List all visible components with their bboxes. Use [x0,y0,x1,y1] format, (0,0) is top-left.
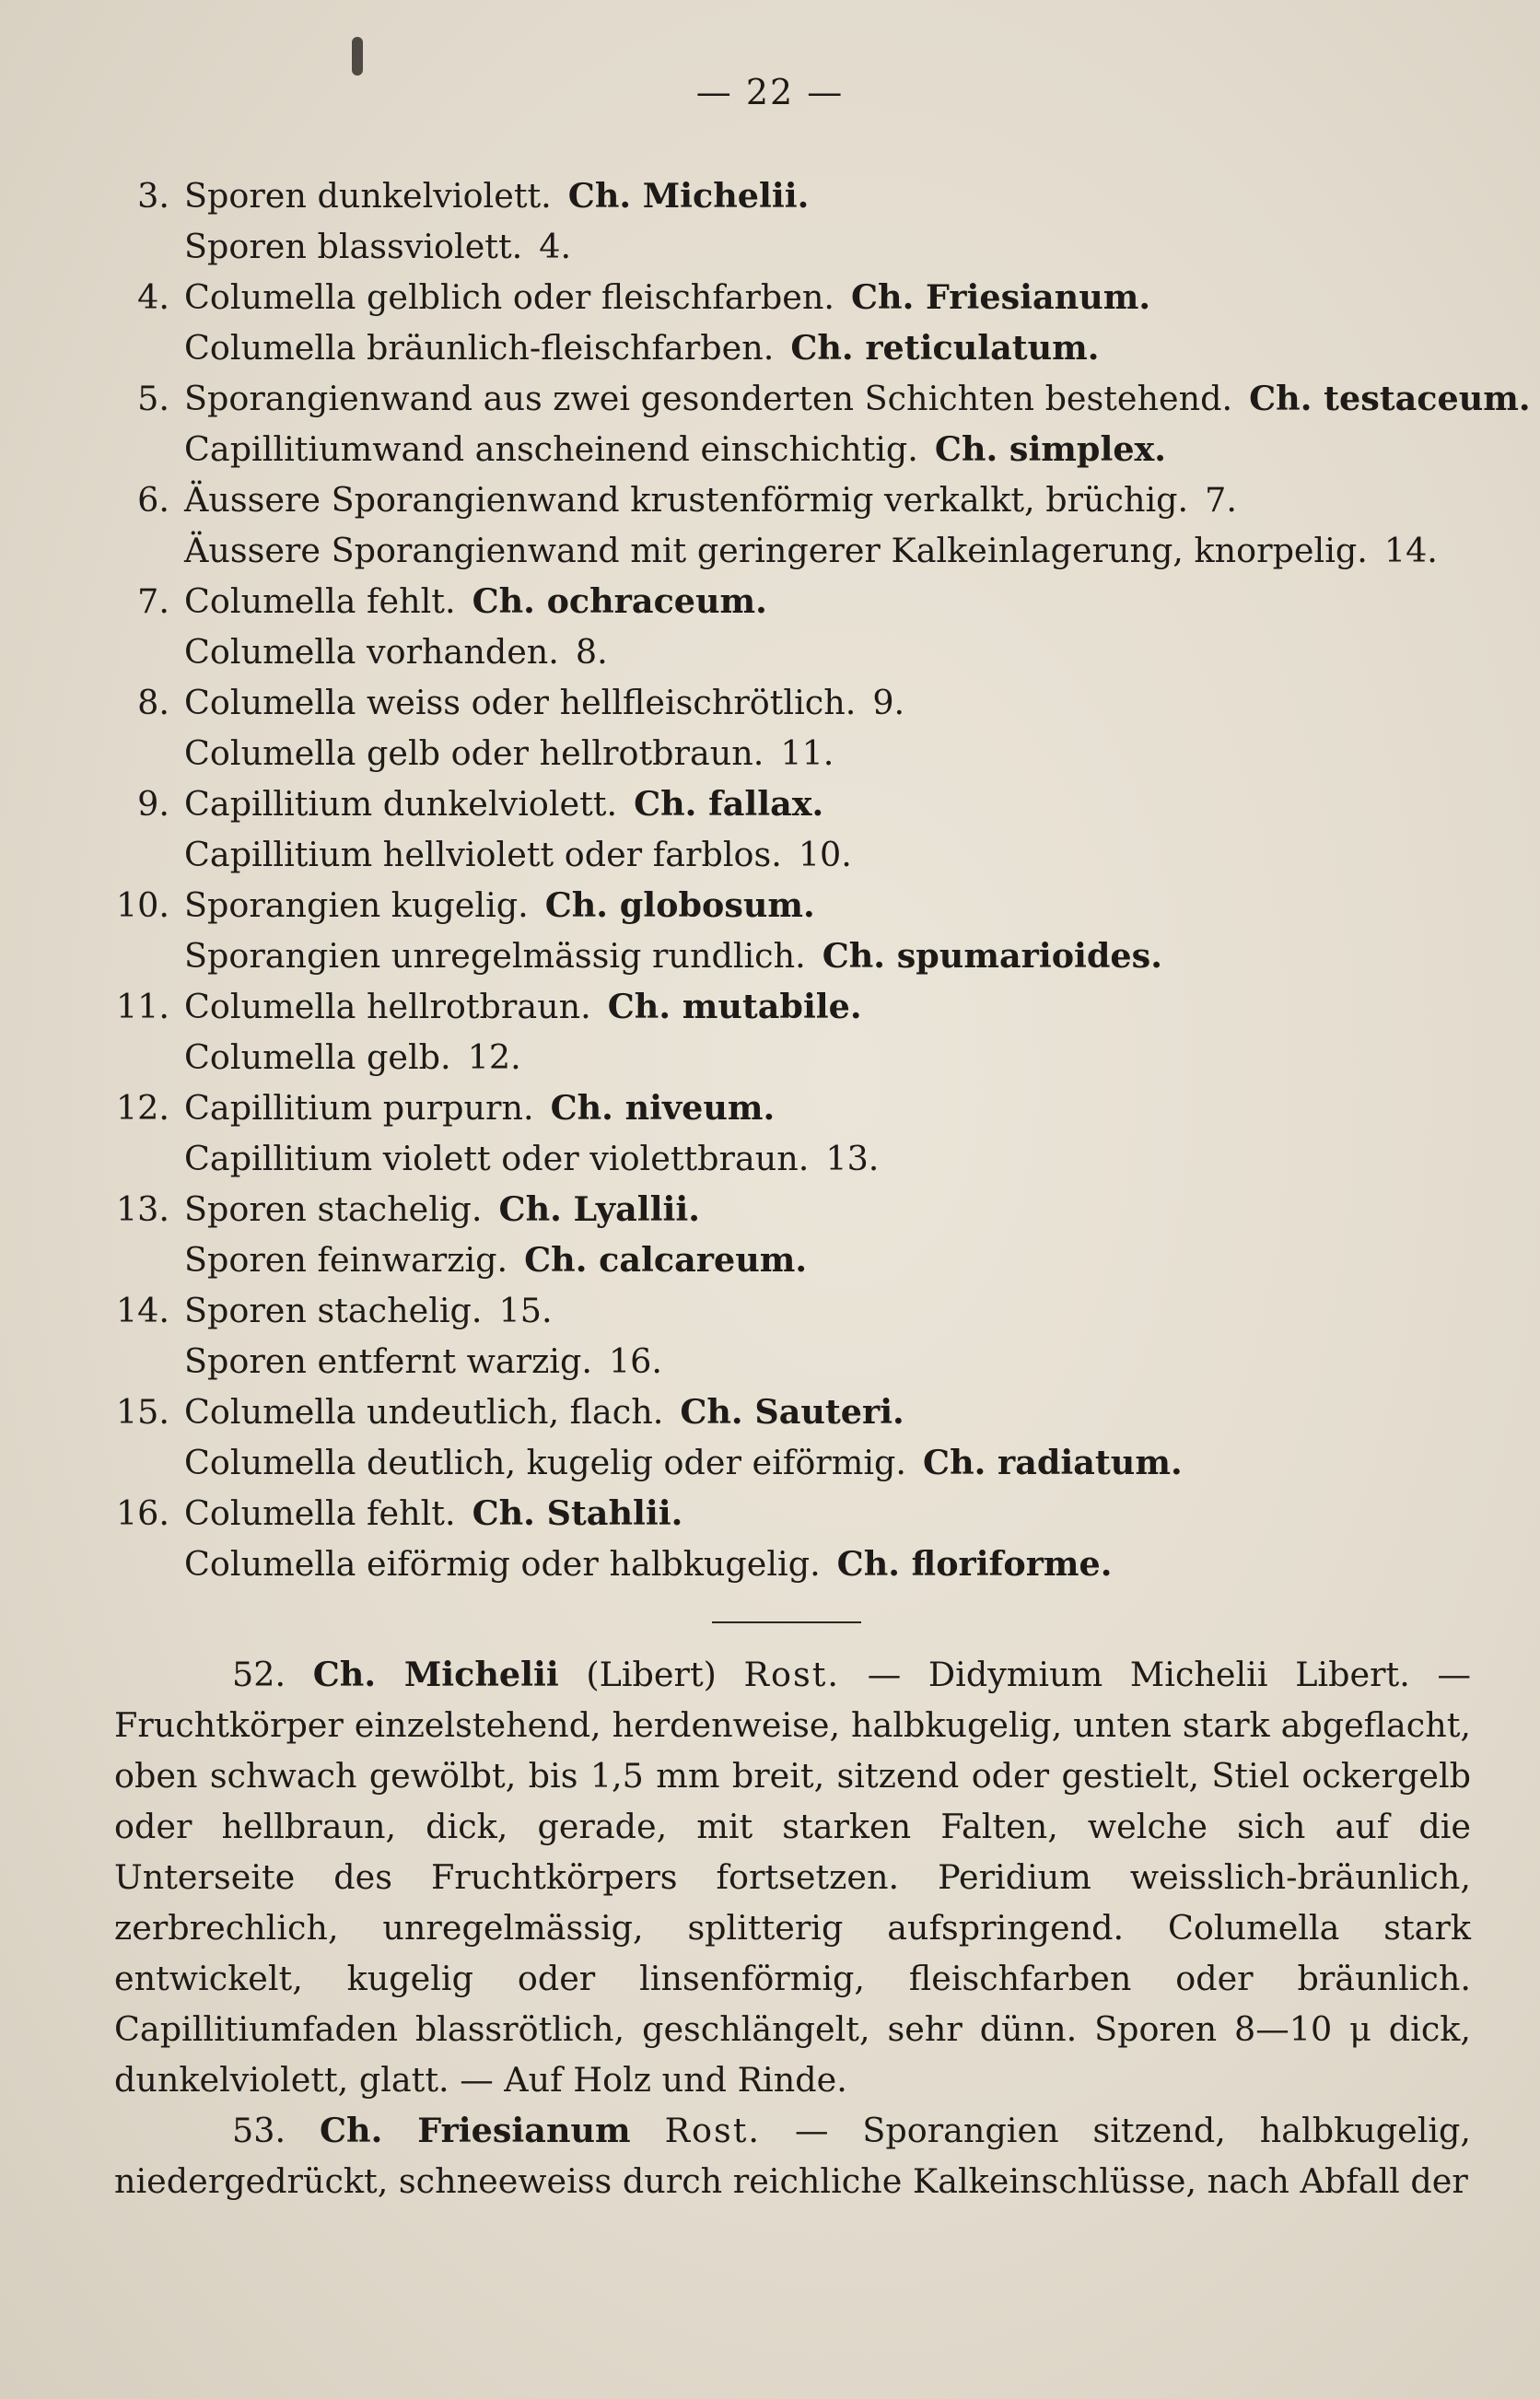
key-line [184,1539,1112,1589]
key-reference: 11. [780,733,834,773]
key-character: Sporen entfernt warzig. [184,1341,592,1381]
key-row [101,373,1531,424]
key-line [184,272,1150,322]
key-species-name: Ch. Lyallii. [498,1189,700,1229]
key-line [184,728,834,778]
key-line [184,1235,807,1285]
key-number: 13. [115,1189,169,1229]
key-number: 11. [115,987,169,1026]
key-row [101,1235,1483,1285]
key-line [184,424,1166,474]
key-reference: 4. [539,227,572,266]
key-number: 12. [115,1088,169,1128]
key-line [184,525,1438,576]
key-number: 3. [137,176,169,216]
key-character: Capillitium violett oder violettbraun. [184,1139,810,1178]
key-row [101,1285,1483,1336]
key-line [184,170,809,221]
key-species-name: Ch. Friesianum. [851,277,1151,317]
key-line [184,1032,521,1082]
key-line [184,1133,879,1184]
key-character: Columella fehlt. [184,1493,456,1533]
key-row [101,880,1483,930]
key-species-name: Ch. Michelii. [567,176,810,216]
key-character: Columella deutlich, kugelig oder eiförmig. [184,1443,907,1482]
species-descriptions [114,1649,1471,2206]
key-character: Columella weiss oder hellfleischrötlich. [184,683,857,722]
species-name: Ch. Michelii [312,1655,559,1694]
key-number: 15. [115,1392,169,1432]
key-line [184,829,852,880]
key-character: Sporen dunkelviolett. [184,176,552,216]
section-divider [712,1621,861,1623]
key-character: Sporangien kugelig. [184,885,529,925]
species-description: — Sporangien sitzend, halbkugelig, niedergedrückt, schneeweiss durch reichliche Kalkeinschlüsse, nach Abfall der [114,2111,1472,2201]
key-number: 9. [137,784,169,824]
key-character: Columella fehlt. [184,581,456,621]
key-character: Capillitiumwand anscheinend einschichtig. [184,429,918,469]
key-character: Columella gelb. [184,1037,451,1077]
key-line [184,930,1162,981]
key-species-name: Ch. mutabile. [607,987,862,1026]
key-species-name: Ch. calcareum. [524,1240,808,1280]
key-row [101,322,1483,373]
key-species-name: Ch. Stahlii. [472,1493,683,1533]
key-character: Sporen blassviolett. [184,227,523,266]
key-line [184,626,608,677]
key-character: Sporen stachelig. [184,1291,483,1330]
species-author-abbrev: Rost. [743,1655,841,1694]
key-species-name: Ch. radiatum. [923,1443,1183,1482]
key-number: 14. [115,1291,169,1330]
key-number: 4. [137,277,169,317]
key-line [184,778,823,829]
key-row [101,677,1483,728]
key-line [184,1082,775,1133]
key-character: Columella bräunlich-fleischfarben. [184,328,775,368]
key-species-name: Ch. simplex. [934,429,1167,469]
species-author: (Libert) [586,1655,717,1694]
key-character: Sporen feinwarzig. [184,1240,508,1280]
key-reference: 12. [467,1037,521,1077]
key-number: 6. [137,480,169,520]
key-species-name: Ch. Sauteri. [680,1392,904,1432]
species-description: — Didymium Michelii Libert. — Fruchtkörper einzelstehend, herdenweise, halbkugelig, unten stark abgeflacht, oben schwach gewölbt, bis 1,5 mm breit, sitzend oder gestielt, Stiel ockergelb oder hellbraun, dick, gerade, mit starken Falten, welche sich auf die Unterseite des Fruchtkörpers fortsetzen. Peridium weisslich-bräunlich, zerbrechlich, unregelmässig, splitterig aufspringend. Columella stark entwickelt, kugelig oder linsenförmig, fleischfarben oder bräunlich. Capillitiumfaden blassrötlich, geschlängelt, sehr dünn. Sporen 8—10 μ dick, dunkelviolett, glatt. — Auf Holz und Rinde. [114,1655,1471,2100]
key-character: Columella eiförmig oder halbkugelig. [184,1544,821,1584]
key-character: Columella gelb oder hellrotbraun. [184,733,764,773]
ink-blot [352,37,363,76]
key-reference: 16. [608,1341,662,1381]
key-number: 7. [137,581,169,621]
key-row [101,474,1483,525]
key-character: Columella vorhanden. [184,632,559,672]
key-species-name: Ch. spumarioides. [822,936,1162,976]
key-reference: 7. [1205,480,1237,520]
key-number: 8. [137,683,169,722]
key-row [101,272,1483,322]
key-line [184,880,815,930]
key-line [184,576,767,626]
key-row [101,981,1483,1032]
key-row [101,525,1483,576]
key-character: Columella gelblich oder fleischfarben. [184,277,834,317]
key-row [101,221,1483,272]
key-row [101,424,1483,474]
species-entry-52 [114,1649,1471,2105]
key-row [101,829,1483,880]
key-line [184,677,904,728]
key-row [101,930,1483,981]
key-row [101,1387,1483,1437]
key-species-name: Ch. testaceum. [1249,379,1531,418]
key-reference: 8. [575,632,608,672]
key-reference: 10. [798,835,852,874]
key-row [101,728,1483,778]
species-entry-53 [114,2105,1471,2206]
page-number: — 22 — [695,72,845,112]
key-line [184,1336,662,1387]
identification-key [101,170,1531,1589]
species-name: Ch. Friesianum [319,2111,631,2150]
key-row [101,1133,1483,1184]
key-line [184,1184,700,1235]
key-reference: 14. [1383,531,1438,570]
key-row [101,626,1483,677]
key-row [101,1032,1483,1082]
key-row [101,1437,1483,1488]
key-character: Sporangien unregelmässig rundlich. [184,936,806,976]
key-reference: 15. [498,1291,553,1330]
key-line [184,322,1100,373]
key-species-name: Ch. reticulatum. [790,328,1100,368]
key-row [101,1184,1483,1235]
key-character: Sporen stachelig. [184,1189,483,1229]
key-number: 10. [115,885,169,925]
key-row [101,576,1483,626]
key-species-name: Ch. niveum. [550,1088,776,1128]
key-number: 16. [115,1493,169,1533]
key-number: 5. [137,379,169,418]
key-character: Capillitium dunkelviolett. [184,784,618,824]
key-character: Sporangienwand aus zwei gesonderten Schichten bestehend. [184,379,1233,418]
entry-number: 53. [232,2111,286,2150]
key-line [184,221,571,272]
key-line [184,1488,682,1539]
key-row [101,1488,1483,1539]
key-species-name: Ch. ochraceum. [472,581,767,621]
key-line [184,1437,1183,1488]
key-reference: 13. [825,1139,880,1178]
key-species-name: Ch. floriforme. [836,1544,1113,1584]
key-character: Äussere Sporangienwand krustenförmig verkalkt, brüchig. [184,480,1189,520]
key-character: Äussere Sporangienwand mit geringerer Kalkeinlagerung, knorpelig. [184,531,1368,570]
key-row [101,778,1483,829]
key-species-name: Ch. fallax. [634,784,824,824]
key-row [101,1539,1483,1589]
key-character: Columella undeutlich, flach. [184,1392,664,1432]
key-line [184,981,862,1032]
key-row [101,1336,1483,1387]
key-line [184,1285,553,1336]
key-row [101,170,1483,221]
key-character: Capillitium hellviolett oder farblos. [184,835,782,874]
key-line [184,474,1237,525]
key-character: Columella hellrotbraun. [184,987,591,1026]
key-row [101,1082,1483,1133]
species-author: Rost. [664,2111,762,2150]
key-character: Capillitium purpurn. [184,1088,534,1128]
key-line [184,373,1531,424]
entry-number: 52. [232,1655,286,1694]
key-reference: 9. [872,683,905,722]
key-species-name: Ch. globosum. [544,885,815,925]
key-line [184,1387,904,1437]
